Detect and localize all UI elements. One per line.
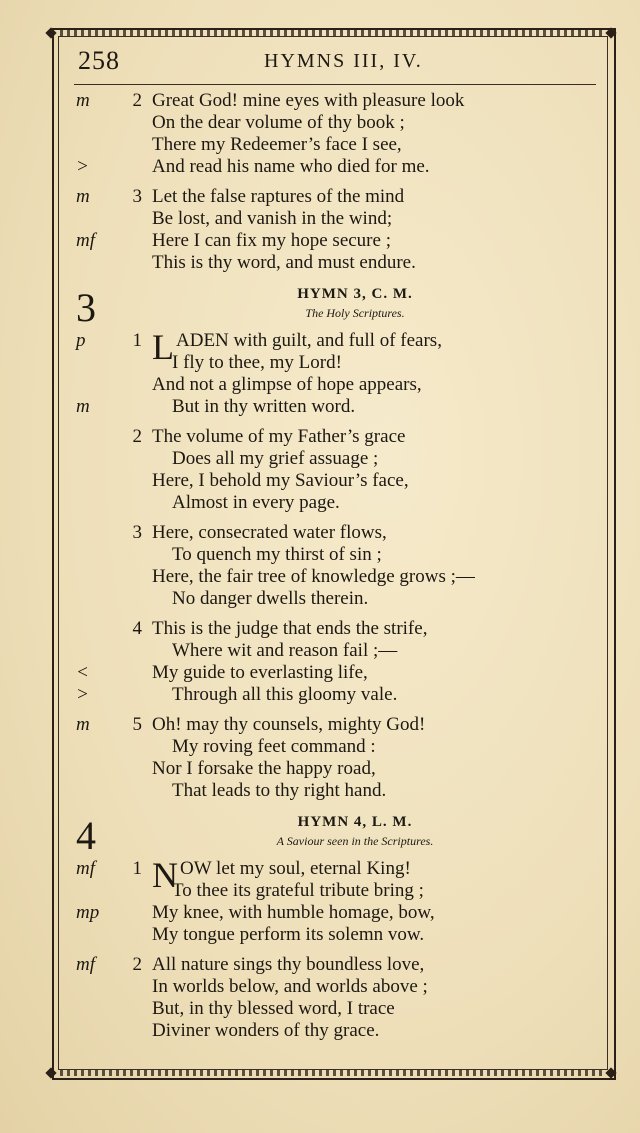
verse-text: Through all this gloomy vale. [172,684,398,705]
verse-line [74,396,596,418]
dynamic-mark: m [76,90,90,111]
verse-line [74,1020,596,1042]
verse-number: 1 [132,330,142,351]
verse-line [74,976,596,998]
dynamic-mark: > [76,684,89,705]
verse-number: 2 [132,426,142,447]
verse-text: But, in thy blessed word, I trace [152,998,395,1019]
verse-text: Here, the fair tree of knowledge grows ;— [152,566,475,587]
verse-line [74,352,596,374]
verse-number: 4 [132,618,142,639]
drop-cap: L [152,327,174,367]
dynamic-mark: m [76,714,90,735]
verse-line [74,112,596,134]
verse-text: There my Redeemer’s face I see, [152,134,402,155]
verse-number: 3 [132,186,142,207]
stanza [74,954,596,1042]
verse-text: My roving feet command : [172,736,376,757]
hymn-title: HYMN 4, L. M. [297,814,413,830]
verse-text: The volume of my Father’s grace [152,426,406,447]
verse-number: 5 [132,714,142,735]
verse-text: And not a glimpse of hope appears, [152,374,422,395]
hymn-heading [74,282,596,330]
verse-text: My knee, with humble homage, bow, [152,902,435,923]
running-title: HYMNS III, IV. [264,50,423,72]
verse-text-rest: ADEN with guilt, and full of fears, [176,330,442,351]
verse-text: To thee its grateful tribute bring ; [172,880,424,901]
dynamic-mark: m [76,396,90,417]
stanza [74,90,596,178]
stanza [74,186,596,274]
hymn-heading [74,810,596,858]
verse-line [74,90,596,112]
verse-line [74,156,596,178]
verse-text: Does all my grief assuage ; [172,448,379,469]
stanza [74,714,596,802]
hymn-subtitle: A Saviour seen in the Scriptures. [276,834,434,848]
verse-number: 3 [132,522,142,543]
dynamic-mark: mp [76,902,100,923]
verse-text: My tongue perform its solemn vow. [152,924,425,945]
drop-cap: N [152,855,178,895]
verse-text: Let the false raptures of the mind [152,186,405,207]
verse-line [74,186,596,208]
dynamic-mark: < [76,662,89,683]
verse-number: 2 [132,954,142,975]
verse-line [74,426,596,448]
dynamic-mark: p [76,330,86,351]
dynamic-mark: > [76,156,89,177]
verse-line [74,662,596,684]
verse-line [74,566,596,588]
verse-text: Great God! mine eyes with pleasure look [152,90,465,111]
verse-text: Nor I forsake the happy road, [152,758,376,779]
verse-line [74,618,596,640]
hymn-number: 4 [76,813,96,858]
verse-number: 1 [132,858,142,879]
verse-line [74,252,596,274]
dynamic-mark: mf [76,858,95,879]
verse-line [74,736,596,758]
verse-text: But in thy written word. [172,396,356,417]
page-number: 258 [78,46,120,75]
stanza [74,327,596,418]
verse-text: And read his name who died for me. [152,156,430,177]
verse-number: 2 [132,90,142,111]
verse-text: Here, I behold my Saviour’s face, [152,470,409,491]
hymn-number: 3 [76,285,96,330]
verse-line [74,448,596,470]
verse-text: Diviner wonders of thy grace. [152,1020,380,1041]
verse-line [74,998,596,1020]
verse-text: My guide to everlasting life, [152,662,368,683]
verse-text: No danger dwells therein. [172,588,369,609]
verse-line [74,924,596,946]
stanza [74,522,596,610]
verse-text: Oh! may thy counsels, mighty God! [152,714,426,735]
dynamic-mark: mf [76,230,95,251]
hymn-subtitle: The Holy Scriptures. [305,306,405,320]
verse-line [74,492,596,514]
verse-text: On the dear volume of thy book ; [152,112,405,133]
verse-line [74,588,596,610]
verse-text: Be lost, and vanish in the wind; [152,208,393,229]
verse-line [74,470,596,492]
verse-text: I fly to thee, my Lord! [172,352,342,373]
stanza [74,855,596,946]
verse-text: In worlds below, and worlds above ; [152,976,428,997]
verse-text: To quench my thirst of sin ; [172,544,382,565]
verse-text: Where wit and reason fail ;— [172,640,398,661]
stanza [74,426,596,514]
verse-line [74,684,596,706]
hymn-title: HYMN 3, C. M. [297,286,413,302]
verse-line [74,758,596,780]
dynamic-mark: m [76,186,90,207]
bottom-ornament-rule [60,1070,604,1076]
verse-line [74,880,596,902]
verse-text: Here I can fix my hope secure ; [152,230,391,251]
running-header [74,44,596,85]
dynamic-mark: mf [76,954,95,975]
verse-line [74,544,596,566]
page-content [74,90,596,1042]
verse-line [74,208,596,230]
verse-text: All nature sings thy boundless love, [152,954,425,975]
verse-line [74,374,596,396]
verse-text: That leads to thy right hand. [172,780,387,801]
verse-text-rest: OW let my soul, eternal King! [180,858,411,879]
verse-line [74,902,596,924]
verse-text: This is the judge that ends the strife, [152,618,428,639]
verse-line [74,954,596,976]
top-ornament-rule [60,30,604,36]
verse-line [74,714,596,736]
verse-line [74,780,596,802]
verse-line [74,230,596,252]
stanza [74,618,596,706]
verse-text: Here, consecrated water flows, [152,522,387,543]
verse-line [74,134,596,156]
verse-line [74,640,596,662]
verse-text: Almost in every page. [172,492,340,513]
verse-text: This is thy word, and must endure. [152,252,416,273]
verse-line [74,522,596,544]
